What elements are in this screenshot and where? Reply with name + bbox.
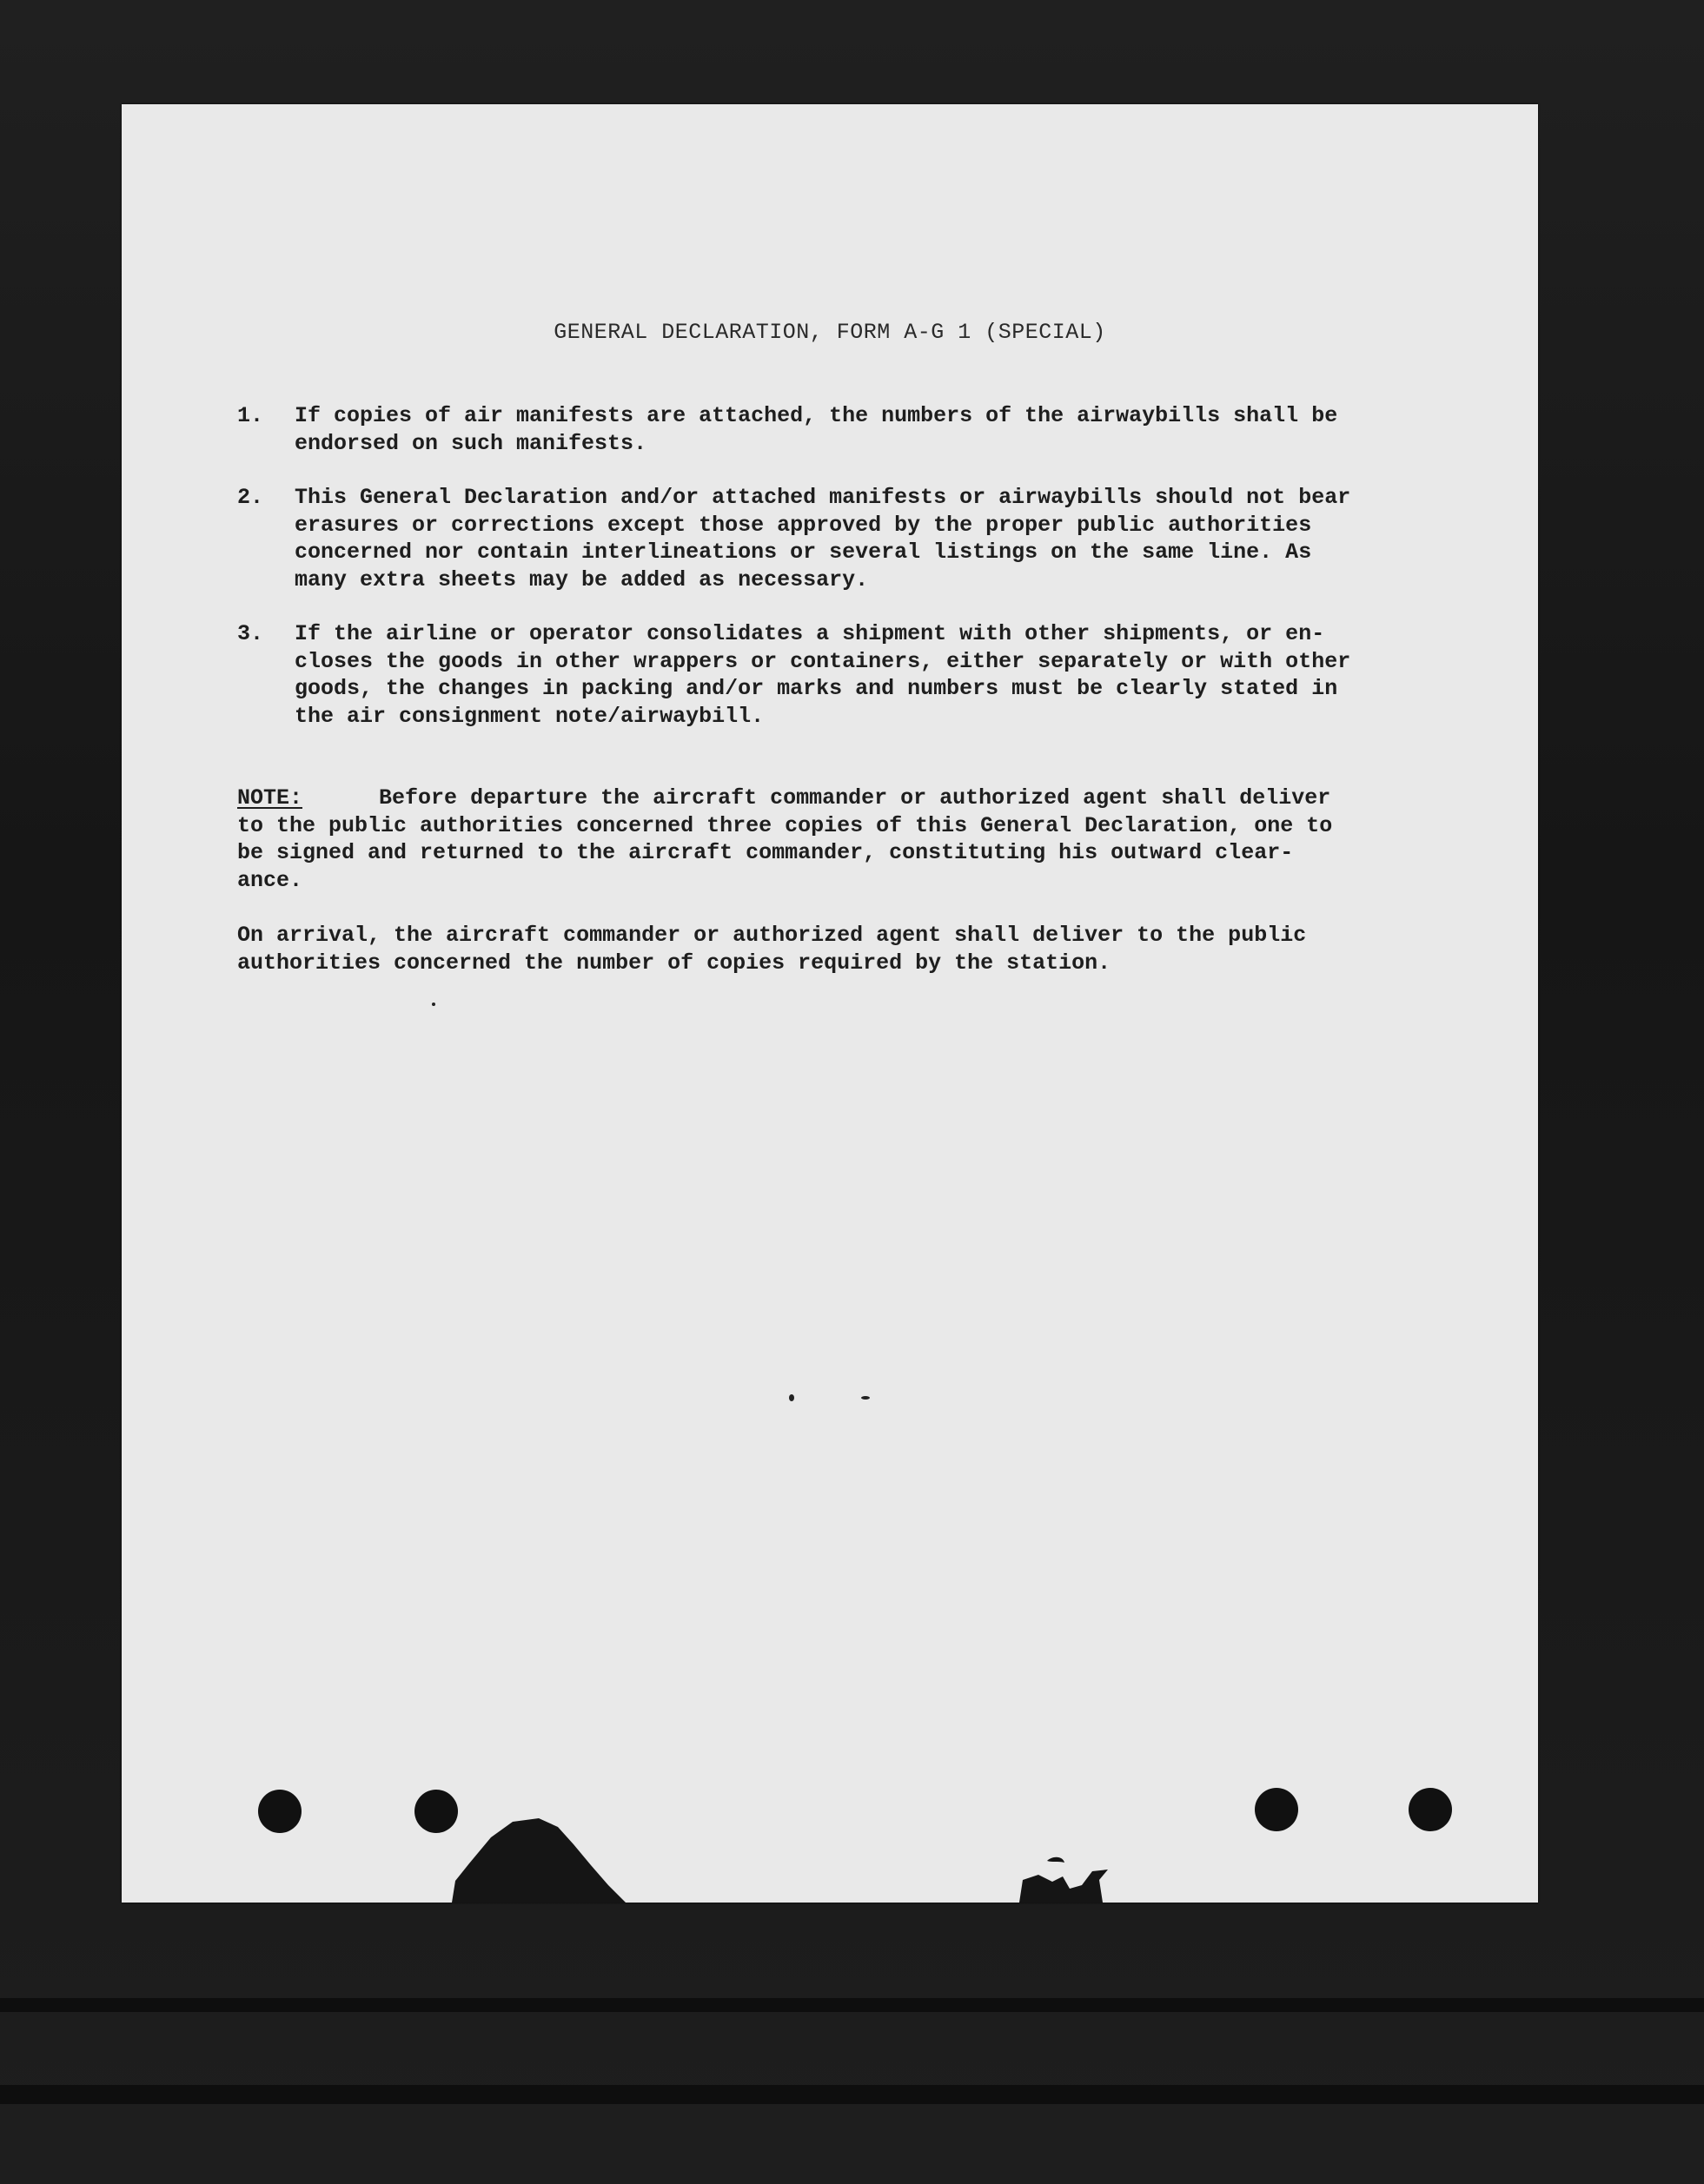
ink-speck	[432, 1003, 435, 1006]
item-line: the air consignment note/airwaybill.	[295, 703, 765, 729]
item-3	[237, 620, 1416, 730]
note-section	[237, 784, 1416, 894]
item-line: goods, the changes in packing and/or marks and numbers must be clearly stated in	[295, 676, 1338, 701]
ink-speck	[789, 1394, 794, 1401]
item-body	[295, 402, 1416, 457]
item-number: 2.	[237, 485, 264, 510]
torn-edge-icon	[452, 1811, 626, 1903]
document-page	[122, 104, 1538, 1903]
arrival-line: authorities concerned the number of copies required by the station.	[237, 950, 1111, 976]
item-line: closes the goods in other wrappers or containers, either separately or with other	[295, 648, 1351, 674]
item-body	[295, 620, 1416, 730]
item-number: 3.	[237, 621, 264, 646]
note-label: NOTE:	[237, 785, 303, 811]
note-text: Before departure the aircraft commander or authorized agent shall deliver	[379, 785, 1331, 811]
item-line: concerned nor contain interlineations or several listings on the same line. As	[295, 539, 1312, 565]
item-body	[295, 484, 1416, 593]
item-line: If the airline or operator consolidates a shipment with other shipments, or en-	[295, 621, 1325, 646]
punch-hole-icon	[258, 1790, 302, 1833]
item-line: many extra sheets may be added as necessary.	[295, 566, 869, 592]
note-line: ance.	[237, 867, 303, 893]
item-line: endorsed on such manifests.	[295, 430, 647, 456]
ink-speck	[861, 1396, 870, 1400]
scan-streak	[0, 1998, 1704, 2012]
torn-edge-icon	[1012, 1850, 1117, 1903]
note-line: be signed and returned to the aircraft commander, constituting his outward clear-	[237, 840, 1294, 865]
note-line: to the public authorities concerned three copies of this General Declaration, one to	[237, 812, 1333, 838]
punch-hole-icon	[1255, 1788, 1298, 1831]
item-2	[237, 484, 1416, 593]
item-number: 1.	[237, 403, 264, 428]
item-line: erasures or corrections except those approved by the proper public authorities	[295, 512, 1312, 538]
note-first-line	[237, 784, 1416, 812]
punch-hole-icon	[1409, 1788, 1452, 1831]
arrival-line: On arrival, the aircraft commander or authorized agent shall deliver to the public	[237, 923, 1307, 948]
item-line: If copies of air manifests are attached, the numbers of the airwaybills shall be	[295, 403, 1338, 428]
arrival-section	[237, 922, 1416, 976]
scan-streak	[0, 2085, 1704, 2104]
item-line: This General Declaration and/or attached manifests or airwaybills should not bear	[295, 485, 1351, 510]
page-title: GENERAL DECLARATION, FORM A-G 1 (SPECIAL)	[554, 320, 1106, 345]
item-1	[237, 402, 1416, 457]
